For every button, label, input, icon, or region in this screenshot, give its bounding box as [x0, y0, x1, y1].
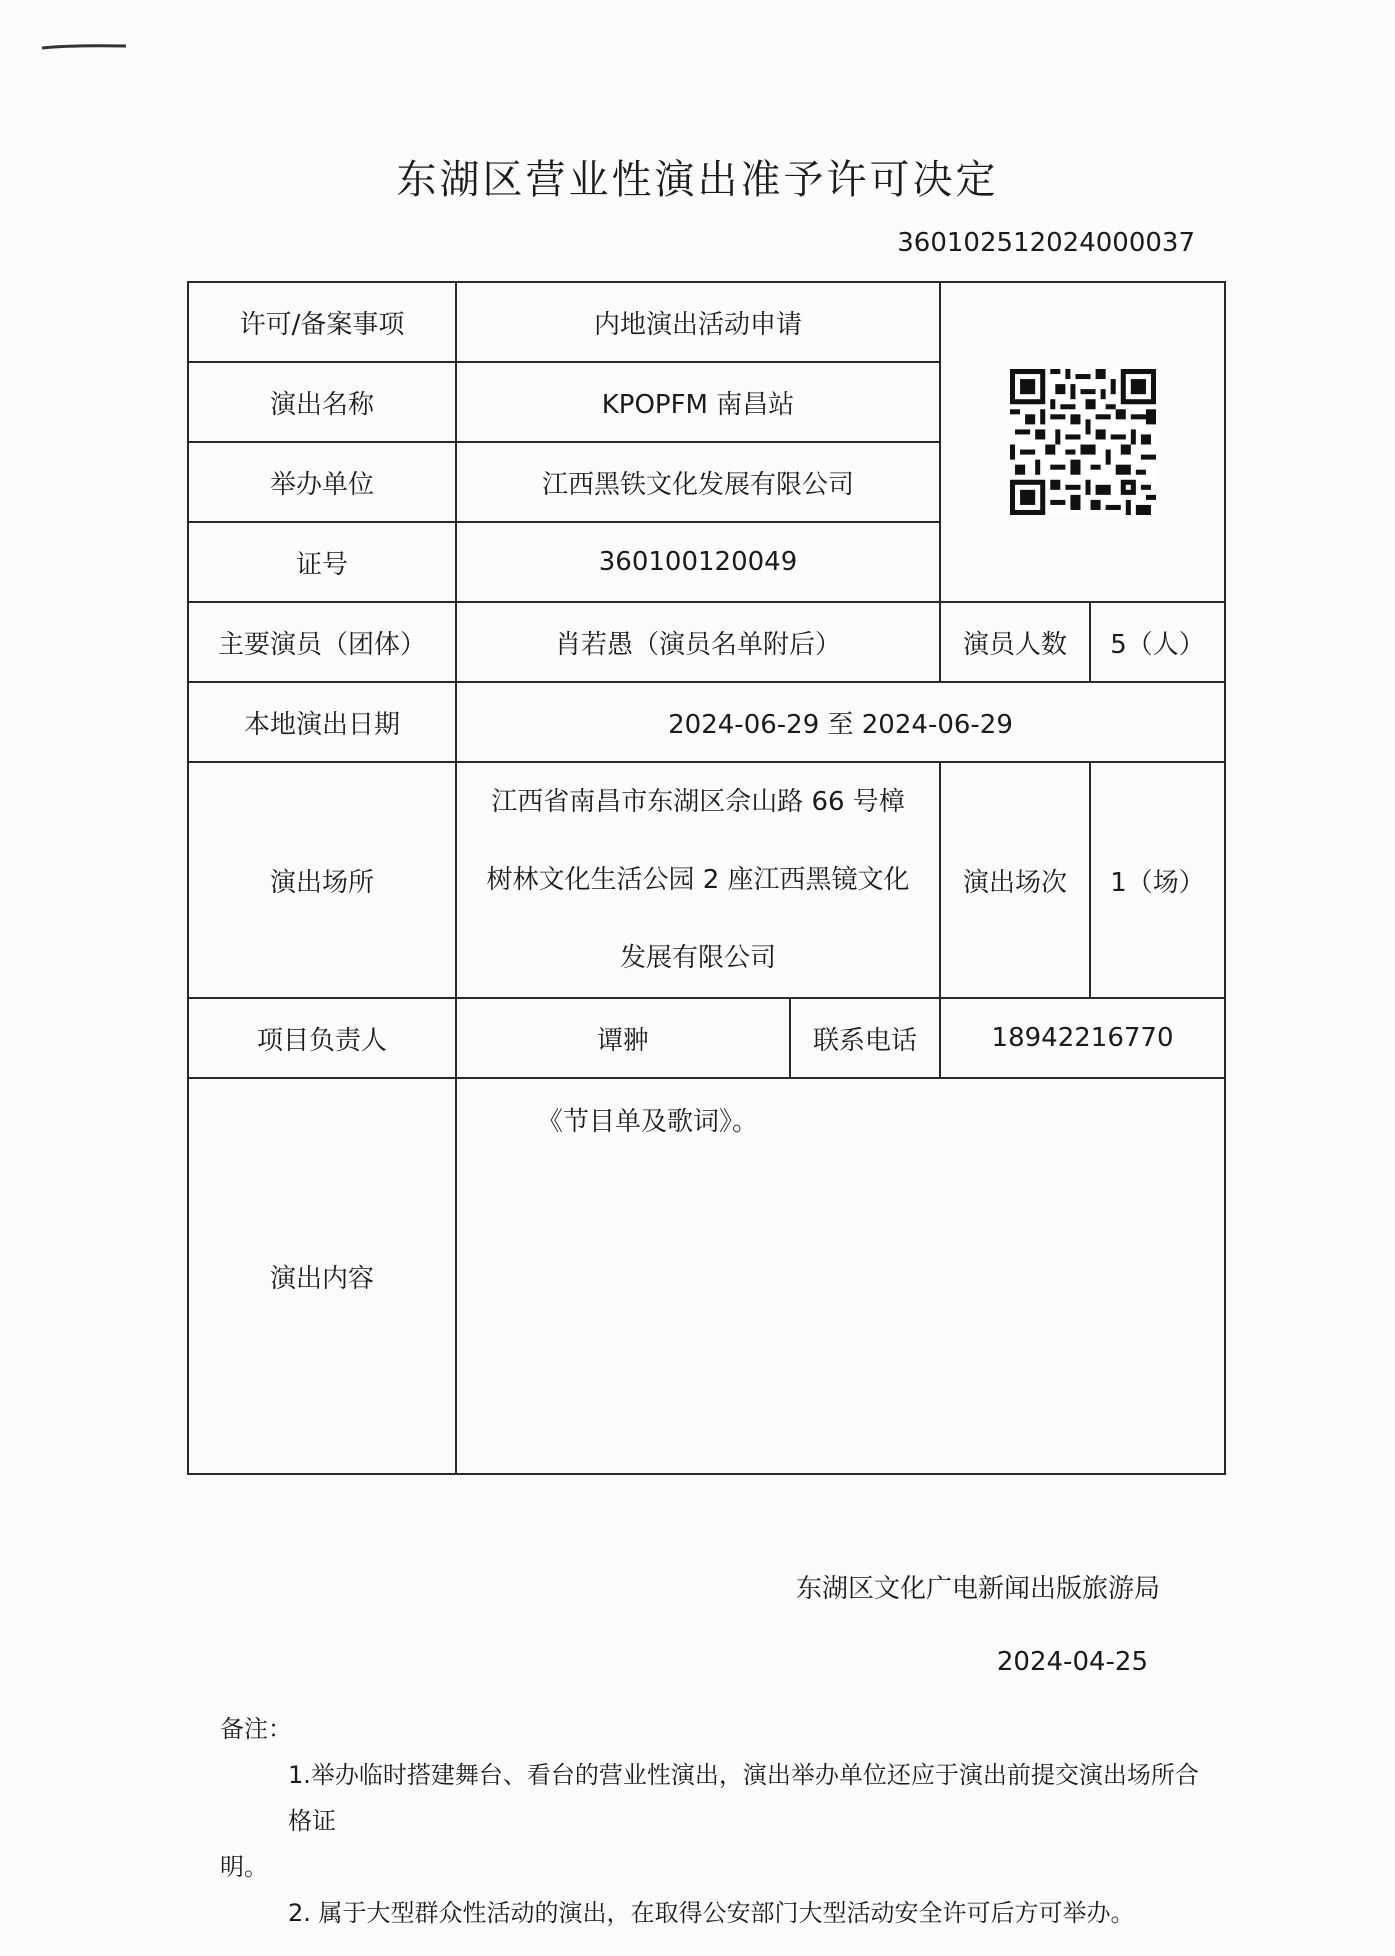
organizer-value: 江西黑铁文化发展有限公司 — [456, 442, 940, 522]
venue-label: 演出场所 — [188, 762, 456, 998]
phone-value: 18942216770 — [940, 998, 1225, 1078]
venue-line: 树林文化生活公园 2 座江西黑镜文化 — [486, 865, 910, 895]
notes-section — [220, 1706, 1210, 1936]
permit-table — [187, 281, 1226, 1475]
row-permit-item — [188, 282, 1225, 362]
row-venue — [188, 762, 1225, 998]
permit-item-value: 内地演出活动申请 — [456, 282, 940, 362]
qr-code-cell — [940, 282, 1225, 602]
performer-count-value: 5（人） — [1090, 602, 1225, 682]
phone-label: 联系电话 — [790, 998, 940, 1078]
manager-value — [456, 998, 790, 1078]
row-performers — [188, 602, 1225, 682]
note-1-continuation: 明。 — [220, 1853, 268, 1881]
note-1: 1.举办临时搭建舞台、看台的营业性演出，演出举办单位还应于演出前提交演出场所合格证 — [288, 1761, 1199, 1835]
qr-code-icon — [1010, 369, 1156, 515]
content-value: 《节目单及歌词》。 — [456, 1078, 1225, 1474]
issuing-authority: 东湖区文化广电新闻出版旅游局 — [795, 1574, 1160, 1604]
certificate-value: 360100120049 — [456, 522, 940, 602]
row-manager — [188, 998, 1225, 1078]
show-count-label: 演出场次 — [940, 762, 1090, 998]
organizer-label: 举办单位 — [188, 442, 456, 522]
certificate-label: 证号 — [188, 522, 456, 602]
scan-mark — [40, 44, 128, 50]
row-show-date — [188, 682, 1225, 762]
document-number: 360102512024000037 — [897, 228, 1195, 258]
show-date-label: 本地演出日期 — [188, 682, 456, 762]
venue-line: 发展有限公司 — [620, 943, 777, 973]
issue-date: 2024-04-25 — [996, 1647, 1148, 1677]
manager-label: 项目负责人 — [188, 998, 456, 1078]
performers-value: 肖若愚（演员名单附后） — [456, 602, 940, 682]
notes-heading: 备注： — [220, 1715, 292, 1743]
content-label: 演出内容 — [188, 1078, 456, 1474]
performers-label: 主要演员（团体） — [188, 602, 456, 682]
document-title: 东湖区营业性演出准予许可决定 — [396, 157, 999, 203]
venue-line: 江西省南昌市东湖区佘山路 66 号樟 — [491, 787, 905, 817]
show-name-label: 演出名称 — [188, 362, 456, 442]
note-2: 2. 属于大型群众性活动的演出，在取得公安部门大型活动安全许可后方可举办。 — [288, 1899, 1135, 1927]
show-count-value: 1（场） — [1090, 762, 1225, 998]
manager-name: 谭翀 — [596, 1025, 649, 1056]
row-content — [188, 1078, 1225, 1474]
show-name-value: KPOPFM 南昌站 — [456, 362, 940, 442]
performer-count-label: 演员人数 — [940, 602, 1090, 682]
show-date-value: 2024-06-29 至 2024-06-29 — [456, 682, 1225, 762]
permit-item-label: 许可/备案事项 — [188, 282, 456, 362]
venue-value — [456, 762, 940, 998]
